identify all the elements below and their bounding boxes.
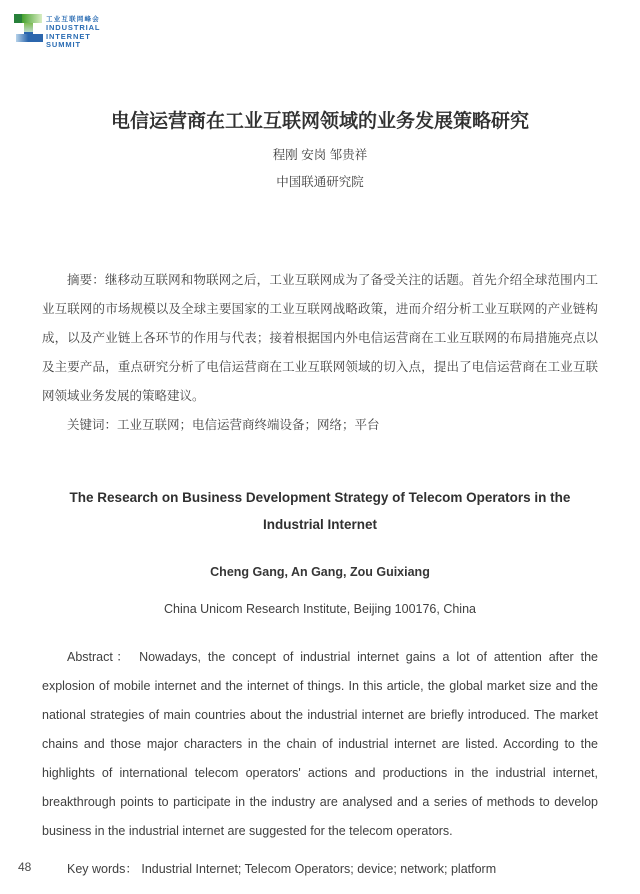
en-abstract-text: Nowadays, the concept of industrial internet gains a lot of attention after the explosion of mobile internet and the internet of things. In this article, the global market size and the national strategies of main countries about the industrial internet are briefly introduced. The market chains and those major characters in the chain of industrial internet are listed. According to the highlights of international telecom operators' actions and productions in the industrial internet, breakthrough points to participate in the industry are analysed and a series of methods to develop business in the industrial internet are suggested for the telecom operators. [42,650,598,838]
summit-logo-en-line2: INTERNET [46,31,91,41]
cn-authors: 程刚 安岗 邹贵祥 [272,148,368,162]
en-keywords-text: Industrial Internet; Telecom Operators; device; network; platform [141,862,497,876]
en-abstract-label: Abstract： [67,650,133,664]
cn-abstract-label: 摘要： [67,273,105,287]
en-authors: Cheng Gang, An Gang, Zou Guixiang [210,565,430,579]
cn-abstract-paragraph [42,266,598,411]
summit-logo-icon [14,12,43,45]
page-number: 48 [18,860,32,874]
summit-logo-wordmark [46,12,100,50]
cn-abstract-text: 继移动互联网和物联网之后，工业互联网成为了备受关注的话题。首先介绍全球范围内工业互联网的市场规模以及全球主要国家的工业互联网战略政策，进而介绍分析工业互联网的产业链构成，以及产业链上各环节的作用与代表；接着根据国内外电信运营商在工业互联网的布局措施亮点以及主要产品，重点研究分析了电信运营商在工业互联网领域的切入点，提出了电信运营商在工业互联网领域业务发展的策略建议。 [42,273,598,403]
en-keywords-line [42,855,598,884]
cn-keywords-text: 工业互联网；电信运营商终端设备；网络；平台 [117,418,380,432]
en-abstract-paragraph [42,643,598,846]
en-affiliation: China Unicom Research Institute, Beijing 100176, China [164,602,476,616]
en-paper-title: The Research on Business Development Strategy of Telecom Operators in the Industrial Internet [69,490,571,532]
summit-logo-cn-name: 工业互联网峰会 [46,16,100,23]
cn-keywords-label: 关键词： [67,418,118,432]
summit-logo-en-line1: INDUSTRIAL [46,23,101,32]
cn-paper-title: 电信运营商在工业互联网领域的业务发展策略研究 [110,111,529,132]
en-keywords-label: Key words： [67,862,138,876]
cn-keywords-line [42,411,598,440]
summit-logo-en-line3: SUMMIT [46,40,81,49]
paper-content [42,110,598,884]
summit-logo [14,12,100,50]
cn-affiliation: 中国联通研究院 [276,175,364,189]
